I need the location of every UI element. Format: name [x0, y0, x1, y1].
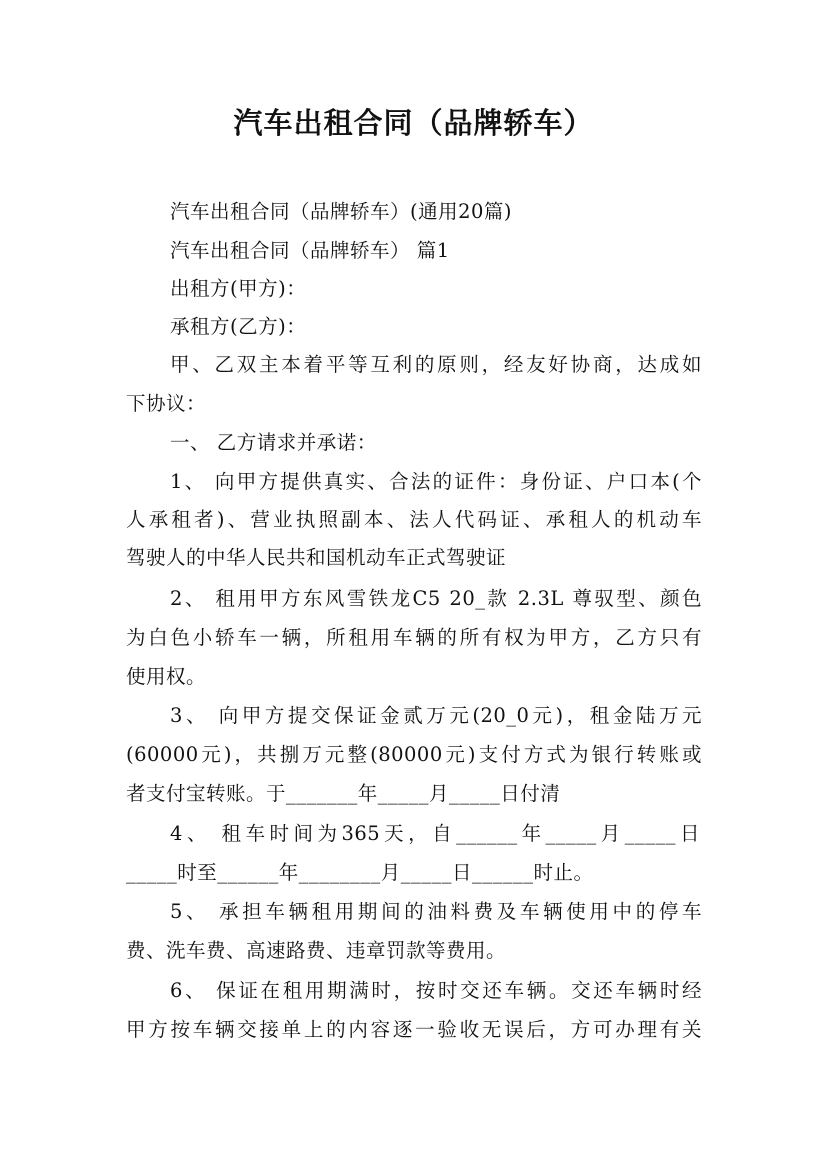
paragraph-line: 使用权。 [126, 665, 207, 688]
paragraph-line: 驾驶人的中华人民共和国机动车正式驾驶证 [126, 546, 507, 569]
subtitle-line: 汽车出租合同（品牌轿车）(通用20篇) [170, 200, 513, 223]
paragraph-line: 甲方按车辆交接单上的内容逐一验收无误后，方可办理有关 [126, 1018, 702, 1041]
lessee-line: 承租方(乙方)： [170, 315, 307, 338]
paragraph-line: (60000元)，共捌万元整(80000元)支付方式为银行转账或 [126, 743, 702, 766]
lessor-line: 出租方(甲方)： [170, 277, 307, 300]
paragraph-line: 5、 承担车辆租用期间的油料费及车辆使用中的停车 [170, 900, 702, 923]
paragraph-line: 费、洗车费、高速路费、违章罚款等费用。 [126, 939, 507, 962]
section-heading: 汽车出租合同（品牌轿车） 篇1 [170, 239, 450, 262]
paragraph-line: 1、 向甲方提供真实、合法的证件：身份证、户口本(个 [170, 470, 702, 493]
paragraph-line: 下协议： [126, 392, 207, 415]
paragraph-line: 4、 租车时间为365天，自______年_____月_____日 [170, 822, 700, 845]
paragraph-line: _____时至______年________月_____日______时止。 [126, 861, 594, 884]
paragraph-line: 为白色小轿车一辆，所租用车辆的所有权为甲方，乙方只有 [126, 626, 702, 649]
paragraph-line: 甲、乙双主本着平等互利的原则，经友好协商，达成如 [170, 353, 702, 376]
paragraph-line: 人承租者)、营业执照副本、法人代码证、承租人的机动车 [126, 508, 702, 531]
paragraph-line: 6、 保证在租用期满时，按时交还车辆。交还车辆时经 [170, 979, 702, 1002]
document-title: 汽车出租合同（品牌轿车） [233, 106, 594, 140]
paragraph-line: 2、 租用甲方东风雪铁龙C5 20_款 2.3L 尊驭型、颜色 [170, 587, 702, 610]
paragraph-line: 3、 向甲方提交保证金贰万元(20_0元)，租金陆万元 [170, 704, 702, 727]
clause-heading: 一、 乙方请求并承诺： [170, 431, 377, 454]
paragraph-line: 者支付宝转账。于_______年_____月_____日付清 [126, 782, 561, 805]
